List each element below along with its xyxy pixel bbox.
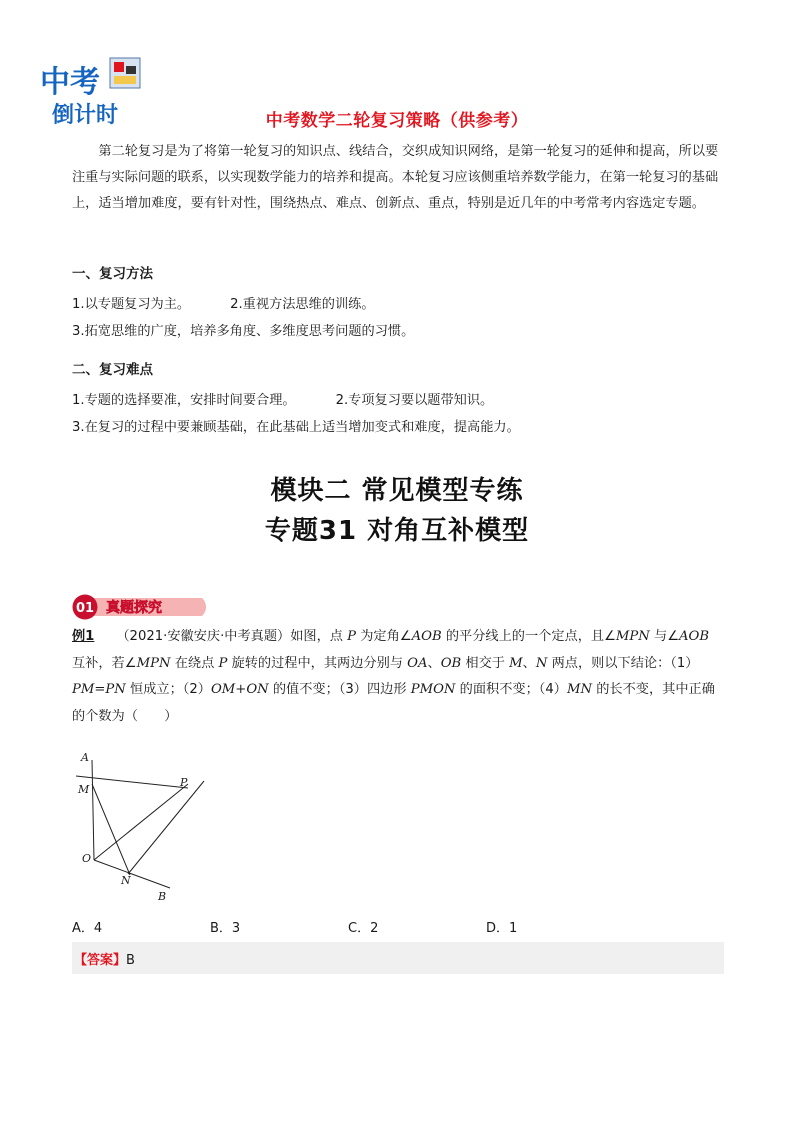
section-banner bbox=[72, 594, 214, 620]
q-var: PM=PN bbox=[72, 682, 126, 697]
label-o: O bbox=[82, 852, 92, 865]
ray-oa bbox=[92, 760, 94, 860]
example-source: （2021·安徽安庆·中考真题） bbox=[116, 629, 291, 644]
topic-title: 专题31 对角互补模型 bbox=[264, 516, 530, 546]
example-tag: 例1 bbox=[72, 629, 95, 644]
q-var: M bbox=[509, 655, 523, 671]
line-np bbox=[128, 781, 204, 874]
method-item-2: 2.重视方法思维的训练。 bbox=[230, 297, 375, 312]
option-b: B．3 bbox=[210, 921, 241, 936]
q-text: 与∠ bbox=[649, 629, 680, 644]
methods-line1 bbox=[72, 293, 375, 312]
q-var: P bbox=[218, 655, 228, 671]
q-var: OB bbox=[440, 655, 462, 671]
q-var: P bbox=[347, 629, 357, 644]
q-var: MPN bbox=[615, 629, 650, 644]
answer-tag: 【答案】 bbox=[74, 953, 127, 968]
logo-line1: 中考 bbox=[40, 65, 100, 100]
intro-paragraph: 第二轮复习是为了将第一轮复习的知识点、线结合，交织成知识网络，是第一轮复习的延伸和提高，所以要注重与实际问题的联系，以实现数学能力的培养和提高。本轮复习应该侧重培养数学能力，在第一轮复习的基础上，适当增加难度，要有针对性，围绕热点、难点、创新点、重点，特别是近几年的中考常考内容选定专题。 bbox=[72, 144, 719, 211]
q-var: OA bbox=[407, 655, 428, 671]
q-var: PMON bbox=[410, 682, 456, 697]
section-heading-difficulties: 二、复习难点 bbox=[72, 362, 153, 378]
answer-box bbox=[72, 942, 724, 974]
logo-line2: 倒计时 bbox=[52, 103, 119, 128]
label-m: M bbox=[78, 783, 90, 796]
q-text: 如图，点 bbox=[290, 629, 348, 644]
q-text: 的面积不变；（4） bbox=[455, 682, 567, 697]
q-text: 的平分线上的一个定点，且∠ bbox=[441, 629, 616, 644]
label-a: A bbox=[81, 751, 89, 764]
banner-number: 01 bbox=[75, 601, 95, 616]
q-text: 的值不变；（3）四边形 bbox=[268, 682, 411, 697]
banner-text: 真题探究 bbox=[106, 600, 162, 616]
method-item-1: 1.以专题复习为主。 bbox=[72, 297, 191, 312]
label-b: B bbox=[158, 890, 167, 903]
q-var: N bbox=[535, 655, 548, 671]
example-question bbox=[72, 624, 724, 730]
q-text: 的长不变，其中正确的个数为（ ） bbox=[72, 682, 715, 724]
section-heading-methods: 一、复习方法 bbox=[72, 266, 153, 282]
option-c: C．2 bbox=[348, 921, 379, 936]
q-text: 互补，若∠ bbox=[72, 655, 137, 671]
difficulty-item-1: 1.专题的选择要准，安排时间要合理。 bbox=[72, 393, 296, 408]
option-a: A．4 bbox=[72, 921, 103, 936]
q-text: 在绕点 bbox=[170, 655, 219, 671]
q-text: 两点，则以下结论：（1） bbox=[547, 655, 699, 671]
ray-ob bbox=[94, 860, 170, 888]
q-var: AOB bbox=[411, 629, 442, 644]
q-text: 相交于 bbox=[461, 655, 510, 671]
q-var: MN bbox=[566, 682, 592, 697]
difficulties-line1 bbox=[72, 389, 493, 408]
document-title: 中考数学二轮复习策略（供参考） bbox=[265, 111, 529, 131]
q-text: 、 bbox=[522, 655, 536, 671]
q-text: 恒成立；（2） bbox=[125, 682, 211, 697]
option-d: D．1 bbox=[486, 921, 518, 936]
q-var: MPN bbox=[136, 655, 171, 671]
module-title: 模块二 常见模型专练 bbox=[270, 476, 524, 506]
q-text: 旋转的过程中，其两边分别与 bbox=[227, 655, 408, 671]
q-var: AOB bbox=[679, 629, 710, 644]
q-text: 、 bbox=[427, 655, 441, 671]
q-text: 为定角∠ bbox=[356, 629, 412, 644]
difficulty-item-2: 2.专项复习要以题带知识。 bbox=[335, 393, 494, 408]
label-p: P bbox=[180, 776, 188, 789]
geometry-figure bbox=[64, 748, 214, 910]
answer-value: B bbox=[126, 953, 135, 968]
difficulty-item-3: 3.在复习的过程中要兼顾基础，在此基础上适当增加变式和难度，提高能力。 bbox=[72, 420, 520, 435]
method-item-3: 3.拓宽思维的广度，培养多角度、多维度思考问题的习惯。 bbox=[72, 324, 415, 339]
q-var: OM+ON bbox=[210, 682, 269, 697]
answer-line bbox=[74, 949, 135, 968]
label-n: N bbox=[121, 874, 131, 887]
